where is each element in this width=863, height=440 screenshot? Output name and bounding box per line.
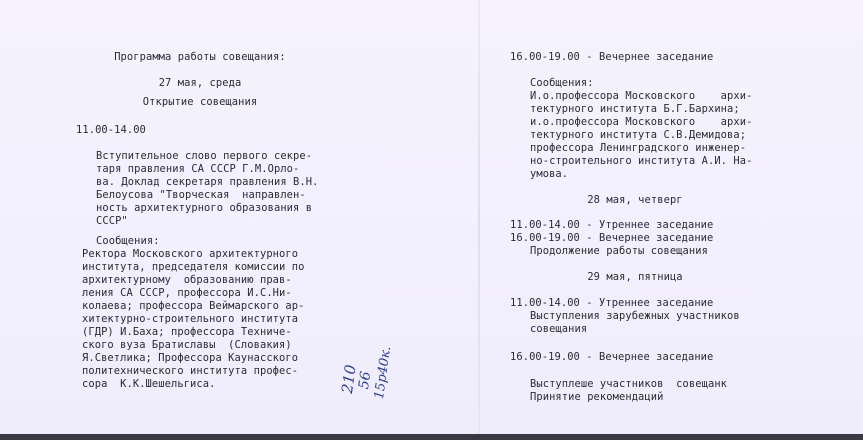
day3-evening-session: 16.00-19.00 - Вечернее заседание <box>510 351 714 363</box>
right-message-line-4: тектурного института С.В.Демидова; <box>530 129 747 141</box>
day3-morning-session: 11.00-14.00 - Утреннее заседание <box>510 297 714 309</box>
handwritten-note-3: 15р40к. <box>372 345 395 401</box>
day2-evening-session: 16.00-19.00 - Вечернее заседание <box>510 232 714 244</box>
left-message-line-1: Ректора Московского архитектурного <box>82 248 299 260</box>
intro-line-5: ность архитектурного образования в <box>96 202 313 214</box>
left-message-line-7: (ГДР) И.Баха; профессора Техниче- <box>82 326 292 338</box>
left-message-line-5: колаева; профессора Веймарского ар- <box>82 300 305 312</box>
day3-evening-desc-1: Выступлеше участников совещанк <box>530 378 728 390</box>
day1-date: 27 мая, среда <box>158 77 242 89</box>
right-message-line-3: и.о.профессора Московского архи- <box>530 116 753 128</box>
day3-morning-desc-1: Выступления зарубежных участников <box>530 310 740 322</box>
day3-evening-desc-2: Принятие рекомендаций <box>530 391 664 403</box>
left-message-line-8: ского вуза Братиславы (Словакия) <box>82 339 292 351</box>
day2-date: 28 мая, четверг <box>587 194 683 206</box>
handwritten-note-2: 56 <box>356 370 375 391</box>
right-message-line-7: умова. <box>530 168 569 180</box>
day2-morning-session: 11.00-14.00 - Утреннее заседание <box>510 219 714 231</box>
left-message-line-9: Я.Светлика; Профессора Каунасского <box>82 352 299 364</box>
day3-date: 29 мая, пятница <box>587 271 683 283</box>
intro-line-3: ва. Доклад секретаря правления В.Н. <box>96 176 319 188</box>
program-title: Программа работы совещания: <box>114 51 286 63</box>
left-message-line-3: архитектурному образованию прав- <box>82 274 292 286</box>
left-message-line-10: политехнического института профес- <box>82 365 299 377</box>
left-message-line-2: института, председателя комиссии по <box>82 261 305 273</box>
right-message-line-1: И.о.профессора Московского архи- <box>530 90 753 102</box>
right-messages-heading: Сообщения: <box>530 77 594 89</box>
scan-bottom-edge <box>0 434 863 440</box>
left-message-line-6: хитектурно-строительного института <box>82 313 299 325</box>
intro-line-1: Вступительное слово первого секре- <box>96 150 313 162</box>
opening-heading: Открытие совещания <box>142 96 258 108</box>
left-message-line-11: сора К.К.Шешельгиса. <box>82 378 216 390</box>
right-message-line-6: но-строительного института А.И. На- <box>530 155 753 167</box>
handwritten-note-1: 210 <box>338 363 360 395</box>
intro-line-2: таря правления СА СССР Г.М.Орло- <box>96 163 300 175</box>
day1-evening-session: 16.00-19.00 - Вечернее заседание <box>510 51 714 63</box>
day1-time: 11.00-14.00 <box>76 124 146 136</box>
day3-morning-desc-2: совещания <box>530 323 588 335</box>
page-fold <box>478 0 480 434</box>
intro-line-4: Белоусова "Творческая направлен- <box>96 189 306 201</box>
day2-continuation: Продолжение работы совещания <box>530 245 708 257</box>
left-message-line-4: ления СА СССР, профессора И.С.Ни- <box>82 287 292 299</box>
intro-line-6: СССР" <box>96 215 128 227</box>
right-message-line-2: тектурного института Б.Г.Бархина; <box>530 103 740 115</box>
right-message-line-5: профессора Ленинградского инженер- <box>530 142 747 154</box>
left-messages-heading: Сообщения: <box>96 235 160 247</box>
